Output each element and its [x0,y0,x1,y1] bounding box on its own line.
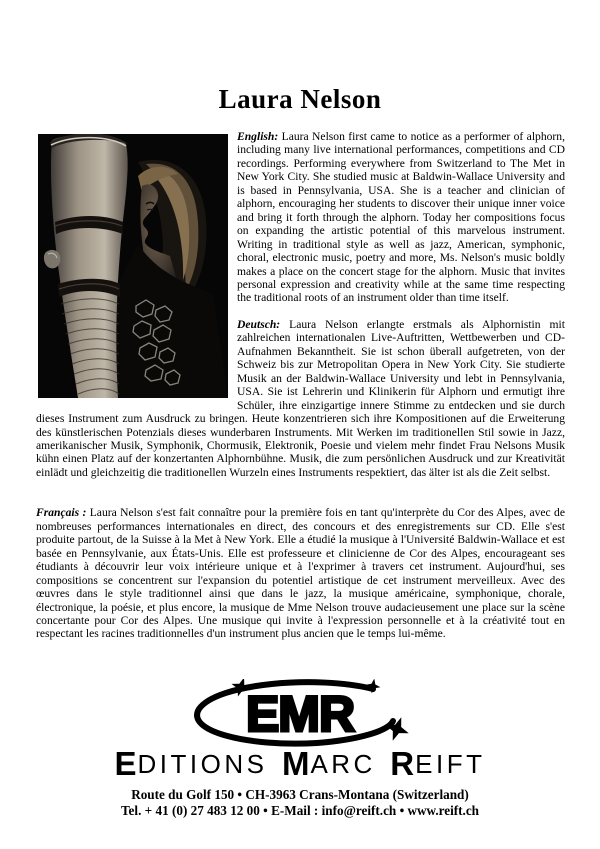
wordmark-arc: ARC [310,748,376,779]
publisher-footer [0,679,600,820]
paragraph-francais-text: Laura Nelson s'est fait connaître pour la première fois en tant qu'interprète du Cor des Alpes, avec de nombreuses performances internationales en direct, des concours et des enregistrements sur CD. Elle s'est produite partout, de la Suisse à la Met à New York. Elle a étudié la musique à l'Université Baldwin-Wallace et est basée en Pennsylvanie, aux États-Unis. Elle est professeure et clinicienne de Cor des Alpes, encourageant ses étudiants à découvrir leur voix intérieure unique et à l'exprimer à travers cet instrument. Aujourd'hui, ses compositions se concentrent sur l'expansion du potentiel artistique de cet instrument merveilleux. Avec des œuvres dans le style traditionnel ainsi que dans le jazz, la musique américaine, symphonique, chorale, électronique, la poésie, et plus encore, la musique de Mme Nelson trouve audacieusement une place sur la scène concertante pour Cor des Alpes. Une musique qui invite à l'expression personnelle et à la créativité tout en respectant les racines traditionnelles d'un instrument plus ancien que le temps lui-même. [36,506,565,641]
paragraph-francais-label: Français : [36,506,87,520]
contact-line: Tel. + 41 (0) 27 483 12 00 • E-Mail : info@reift.ch • www.reift.ch [120,803,480,819]
address-line: Route du Golf 150 • CH-3963 Crans-Montana (Switzerland) [131,786,469,802]
portrait-photo-art [38,134,228,398]
emr-letters: EMR [245,685,355,742]
editions-marc-reift-wordmark [0,744,600,784]
paragraph-francais [36,506,565,641]
page-title: Laura Nelson [218,84,382,114]
paragraph-english-text: Laura Nelson first came to notice as a performer of alphorn, including many live international performances, competitions and CD recordings. Performing everywhere from Switzerland to The Met in New York City. She studied music at Baldwin-Wallace University and is based in Pennsylvania, USA. She is a teacher and clinician of alphorn, encouraging her students to discover their unique inner voice and bring it forth through the alphorn. Today her compositions focus on expanding the artistic potential of this marvelous instrument. Writing in traditional style as well as jazz, American, symphonic, choral, electronic music, poetry and more, Ms. Nelson's music boldly makes a place on the concert stage for the alphorn. Music that invites personal expression and creativity while at the same time respecting the traditional roots of an instrument older than time itself. [237,130,565,305]
biography-content [36,130,565,641]
wordmark-ditions: DITIONS [137,748,268,779]
wordmark-r: R [390,744,416,782]
emr-logo-icon [177,679,423,753]
publisher-address [0,787,600,820]
wordmark-e: E [114,744,138,782]
wordmark-m: M [281,744,311,782]
paragraph-deutsch-text: Laura Nelson erlangte erstmals als Alphornistin mit zahlreichen internationalen Live-Auftritten, Wettbewerben und CD-Aufnahmen Bekanntheit. Sie ist schon überall aufgetreten, von der Schweiz bis zur Metropolitan Opera in New York City. Sie studierte Musik an der Baldwin-Wallace University und lebt in Pennsylvania, USA. Sie ist Lehrerin und Klinikerin für Alphorn und ermutigt ihre Schüler, ihre einzigartige innere Stimme zu entdecken und sie durch dieses Instrument zum Ausdruck zu bringen. Heute konzentrieren sich ihre Kompositionen auf die Erweiterung des künstlerischen Potenzials dieses wunderbaren Instruments. Mit Werken im traditionellen Stil sowie in Jazz, amerikanischer Musik, Symphonik, Chormusik, Elektronik, Poesie und vielem mehr findet Frau Nelsons Musik kühn einen Platz auf der konzertanten Alphornbühne. Musik, die zum persönlichen Ausdruck und zur Kreativität einlädt und gleichzeitig die traditionellen Wurzeln eines Instruments respektiert, das älter ist als die Zeit selbst. [36,317,565,479]
portrait-photo [38,134,228,398]
wordmark-eift: EIFT [415,748,486,779]
paragraph-english-label: English: [237,130,279,143]
paragraph-deutsch-label: Deutsch: [237,317,281,331]
